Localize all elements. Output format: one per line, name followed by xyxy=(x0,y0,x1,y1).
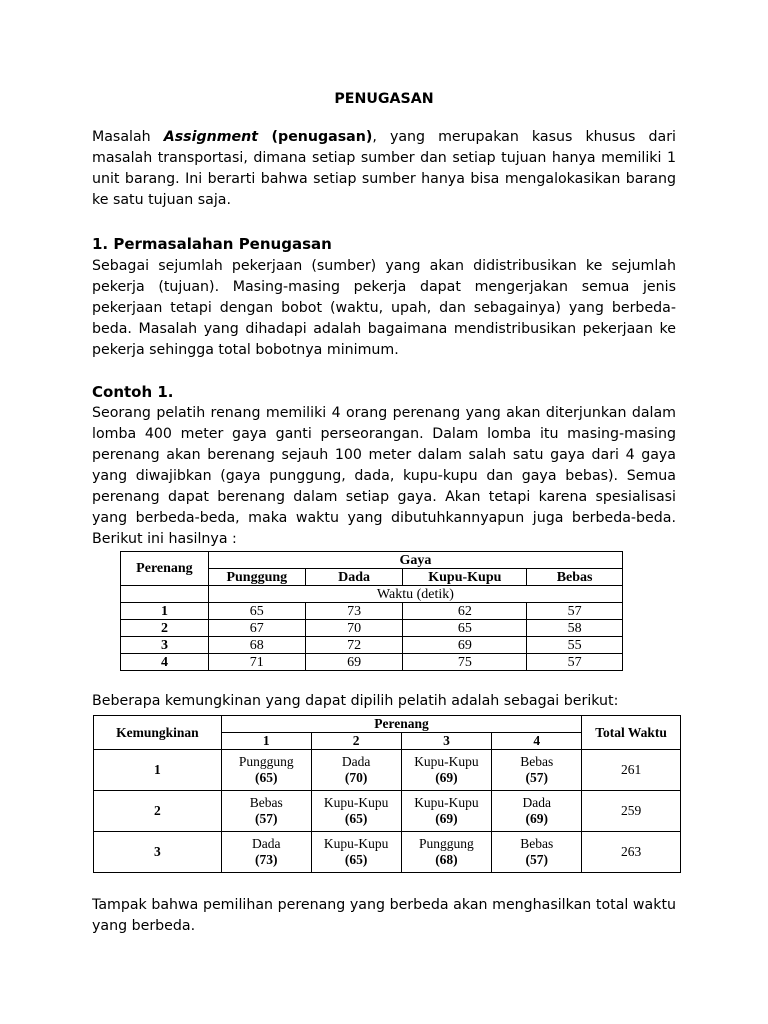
table-header-kemungkinan: Kemungkinan xyxy=(94,716,222,750)
table-cell xyxy=(221,791,311,832)
table-header-perenang: Perenang xyxy=(121,552,209,586)
table-unit-label: Waktu (detik) xyxy=(208,586,622,603)
table-header-swimmer: 2 xyxy=(311,733,401,750)
cell-time: (65) xyxy=(344,852,368,867)
possibilities-intro: Beberapa kemungkinan yang dapat dipilih pelatih adalah sebagai berikut: xyxy=(92,693,619,709)
cell-time: (57) xyxy=(525,770,549,785)
intro-rest: , yang merupakan kasus khusus dari masalah transportasi, dimana setiap sumber dan setiap tujuan hanya memiliki 1 unit barang. Ini berarti bahwa setiap sumber hanya bisa mengalokasikan barang ke satu tujuan saja. xyxy=(92,129,676,208)
total-cell: 263 xyxy=(582,832,681,873)
possibilities-table xyxy=(93,715,681,873)
cell-style: Dada xyxy=(252,836,281,851)
cell-time: (57) xyxy=(525,852,549,867)
table-header-swimmer: 4 xyxy=(492,733,582,750)
intro-prefix: Masalah xyxy=(92,129,164,145)
table-header-style: Dada xyxy=(305,569,403,586)
cell-time: (70) xyxy=(344,770,368,785)
table-row xyxy=(94,832,681,873)
table-row xyxy=(121,654,623,671)
table-cell: 65 xyxy=(208,603,305,620)
table-cell xyxy=(492,791,582,832)
table-header-total: Total Waktu xyxy=(582,716,681,750)
table-cell xyxy=(311,791,401,832)
row-label: 4 xyxy=(121,654,209,671)
cell-time: (57) xyxy=(255,811,278,826)
table-cell: 57 xyxy=(527,654,623,671)
table-cell xyxy=(401,750,492,791)
total-cell: 261 xyxy=(582,750,681,791)
table-header-style: Kupu-Kupu xyxy=(403,569,527,586)
row-label: 2 xyxy=(94,791,222,832)
table-header-style: Punggung xyxy=(208,569,305,586)
section-heading: 1. Permasalahan Penugasan xyxy=(92,235,332,253)
example-heading: Contoh 1. xyxy=(92,383,174,401)
cell-time: (69) xyxy=(525,811,549,826)
table-cell xyxy=(311,750,401,791)
row-label: 3 xyxy=(121,637,209,654)
cell-style: Kupu-Kupu xyxy=(323,795,389,810)
table-cell: 58 xyxy=(527,620,623,637)
table-cell: 73 xyxy=(305,603,403,620)
table-row xyxy=(121,603,623,620)
table-cell xyxy=(311,832,401,873)
cell-time: (69) xyxy=(435,770,458,785)
table-header-swimmer: 1 xyxy=(221,733,311,750)
table-cell: 69 xyxy=(403,637,527,654)
row-label: 1 xyxy=(94,750,222,791)
cell-style: Kupu-Kupu xyxy=(323,836,389,851)
table-row xyxy=(94,750,681,791)
table-cell: 70 xyxy=(305,620,403,637)
cell-style: Bebas xyxy=(520,754,554,769)
table-cell xyxy=(221,832,311,873)
section-paragraph: Sebagai sejumlah pekerjaan (sumber) yang akan didistribusikan ke sejumlah pekerja (tujuan). Masing-masing pekerja dapat mengerjakan semua jenis pekerjaan tetapi dengan bobot (waktu, upah, dan sebagainya) yang berbeda-beda. Masalah yang dihadapi adalah bagaimana mendistribusikan pekerjaan ke pekerja sehingga total bobotnya minimum. xyxy=(92,258,676,358)
intro-term-suffix: (penugasan) xyxy=(258,129,373,145)
table-cell: 55 xyxy=(527,637,623,654)
table-cell: 57 xyxy=(527,603,623,620)
table-cell: 72 xyxy=(305,637,403,654)
table-cell: 68 xyxy=(208,637,305,654)
cell-time: (65) xyxy=(255,770,278,785)
cell-style: Kupu-Kupu xyxy=(414,754,479,769)
table-row xyxy=(121,637,623,654)
cell-style: Bebas xyxy=(249,795,283,810)
table-cell: 69 xyxy=(305,654,403,671)
table-empty-cell xyxy=(121,586,209,603)
table-header-swimmer: 3 xyxy=(401,733,492,750)
cell-style: Dada xyxy=(522,795,552,810)
table-cell xyxy=(221,750,311,791)
table-cell: 62 xyxy=(403,603,527,620)
swim-times-table xyxy=(120,551,623,671)
table-cell xyxy=(492,750,582,791)
cell-style: Dada xyxy=(341,754,371,769)
row-label: 3 xyxy=(94,832,222,873)
table-cell xyxy=(401,832,492,873)
row-label: 2 xyxy=(121,620,209,637)
intro-term: Assignment xyxy=(163,129,259,145)
table-cell: 75 xyxy=(403,654,527,671)
row-label: 1 xyxy=(121,603,209,620)
table-cell: 71 xyxy=(208,654,305,671)
table-cell xyxy=(492,832,582,873)
table-cell: 65 xyxy=(403,620,527,637)
table-row xyxy=(121,620,623,637)
cell-style: Bebas xyxy=(520,836,554,851)
table-cell xyxy=(401,791,492,832)
table-header-perenang: Perenang xyxy=(221,716,581,733)
example-paragraph: Seorang pelatih renang memiliki 4 orang perenang yang akan diterjunkan dalam lomba 400 meter gaya ganti perseorangan. Dalam lomba itu masing-masing perenang akan berenang sejauh 100 meter dalam salah satu gaya dari 4 gaya yang diwajibkan (gaya punggung, dada, kupu-kupu dan gaya bebas). Semua perenang dapat berenang dalam setiap gaya. Akan tetapi karena spesialisasi yang berbeda-beda, maka waktu yang dibutuhkannyapun juga berbeda-beda. Berikut ini hasilnya : xyxy=(92,405,676,547)
cell-style: Punggung xyxy=(238,754,294,769)
cell-style: Kupu-Kupu xyxy=(414,795,479,810)
intro-paragraph xyxy=(92,127,676,211)
table-cell: 67 xyxy=(208,620,305,637)
page-title: PENUGASAN xyxy=(334,91,434,107)
cell-style: Punggung xyxy=(419,836,474,851)
table-header-gaya: Gaya xyxy=(208,552,622,569)
table-row xyxy=(94,791,681,832)
cell-time: (65) xyxy=(344,811,368,826)
total-cell: 259 xyxy=(582,791,681,832)
table-header-style: Bebas xyxy=(527,569,623,586)
cell-time: (69) xyxy=(435,811,458,826)
conclusion-paragraph: Tampak bahwa pemilihan perenang yang berbeda akan menghasilkan total waktu yang berbeda. xyxy=(92,897,676,934)
cell-time: (73) xyxy=(255,852,278,867)
cell-time: (68) xyxy=(435,852,458,867)
